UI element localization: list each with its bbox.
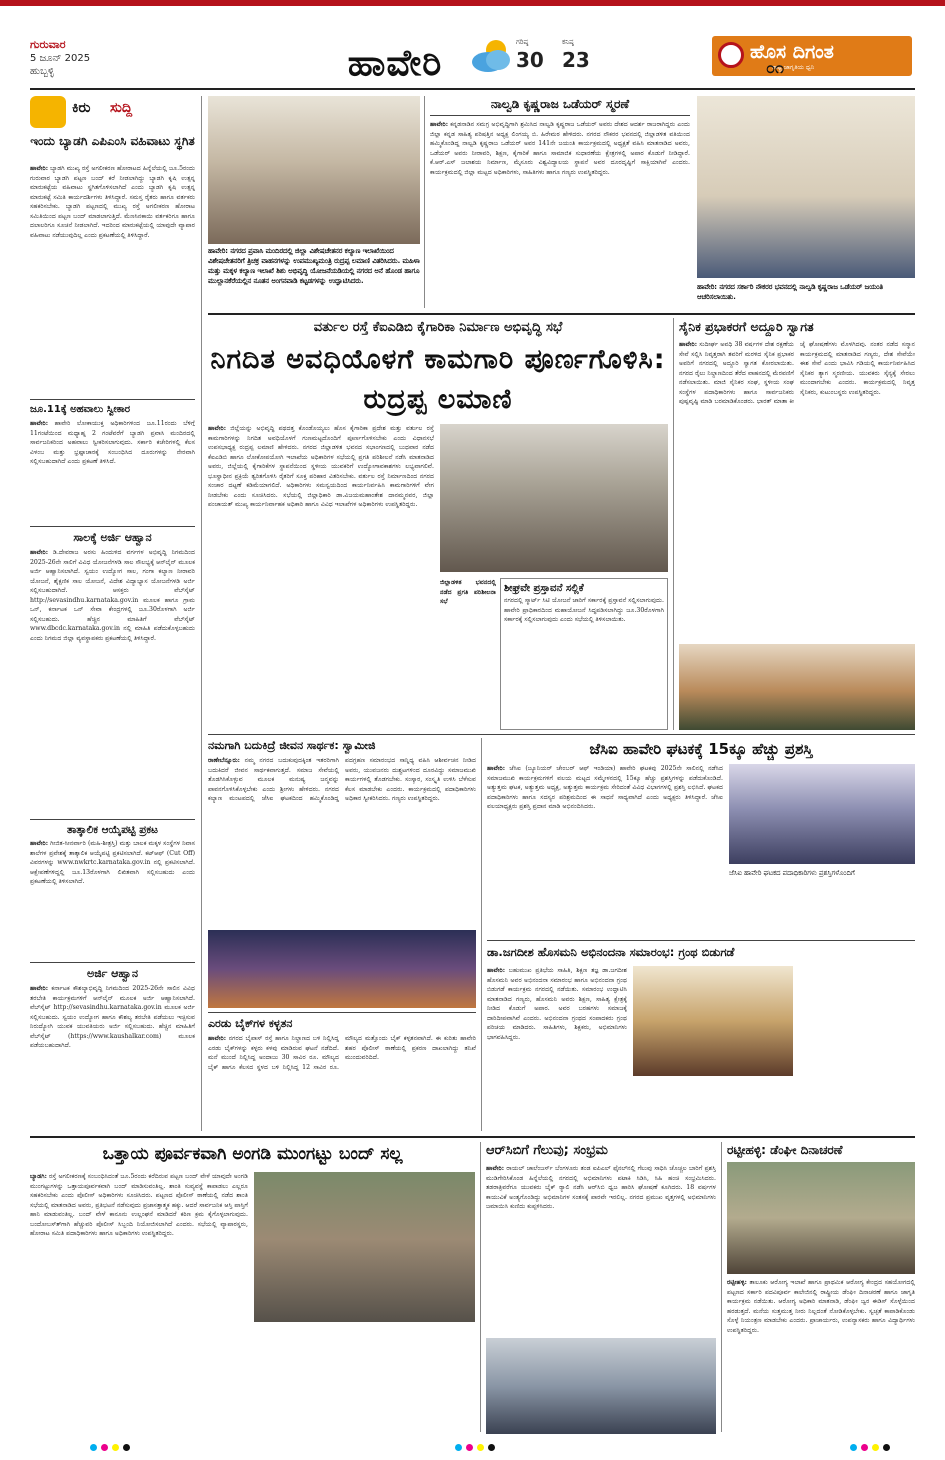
article-headline: ಆರ್‌ಸಿಬಿಗೆ ಗೆಲುವು; ಸಂಭ್ರಮ bbox=[486, 1143, 608, 1158]
brief-divider bbox=[30, 526, 195, 527]
article-headline: ರಟ್ಟೀಹಳ್ಳಿ: ಡೆಂಘೀ ದಿನಾಚರಣೆ bbox=[727, 1143, 843, 1157]
swamiji-article bbox=[208, 738, 476, 1008]
photo-jci-awards bbox=[729, 764, 915, 864]
sidebox-title: ಶೀಘ್ರವೇ ಪ್ರಸ್ತಾವನೆ ಸಲ್ಲಿಕೆ bbox=[504, 583, 584, 594]
article-dateline: ರಟ್ಟೀಹಳ್ಳಿ: bbox=[727, 1279, 747, 1286]
photo-placeholder bbox=[679, 644, 915, 730]
badagi-article bbox=[30, 1142, 475, 1440]
dot-magenta bbox=[466, 1444, 473, 1451]
article-headline: ಎರಡು ಬೈಕ್‍ಗಳ ಕಳ್ಳತನ bbox=[208, 1017, 293, 1030]
article-dateline: ಹಾವೇರಿ: bbox=[208, 1035, 227, 1042]
lead-body bbox=[208, 424, 434, 730]
sidebox-body: ನಗರದಲ್ಲಿ ಸ್ಮಾರ್ಟ್ ಸಿಟಿ ಯೋಜನೆ ಜಾರಿಗೆ ಸರ್ಕಾರಕ್ಕೆ ಪ್ರಸ್ತಾವನೆ ಸಲ್ಲಿಸಲಾಗುವುದು. ಹಾವೇರಿ ಪ್ರಾಧಿಕಾರದಿಂದ ಮಹಾಯೋಜನೆ ಸಿದ್ಧಪಡಿಸಲಾಗಿದ್ದು ಜೂ.30ರೊಳಗಾಗಿ ಸರ್ಕಾರಕ್ಕೆ ಸಲ್ಲಿಸಲಾಗುವುದು ಎಂದು ಸಭೆಯಲ್ಲಿ ತಿಳಿಸಲಾಯಿತು. bbox=[504, 597, 664, 623]
article-body bbox=[487, 966, 627, 1131]
article-text: ಸುದೀರ್ಘ ಅವಧಿ 38 ವರ್ಷಗಳ ದೇಶ ರಕ್ಷಣೆಯ ಸೇವೆ ಸಲ್ಲಿಸಿ ನಿವೃತ್ತರಾಗಿ ತವರಿಗೆ ಮರಳಿದ ಸೈನಿಕ ಪ್ರಭಾಕರ ಅವರಿಗೆ ನಗರದಲ್ಲಿ ಅದ್ದೂರಿ ಸ್ವಾಗತ ಕೋರಲಾಯಿತು. ನಗರದ ರೈಲು ನಿಲ್ದಾಣದಿಂದ ತೆರೆದ ವಾಹನದಲ್ಲಿ ಮೆರವಣಿಗೆ ನಡೆಸಲಾಯಿತು. ಮಾಜಿ ಸೈನಿಕರ ಸಂಘ, ಸ್ಥಳೀಯ ಸಂಘ ಸಂಸ್ಥೆಗಳ ಪದಾಧಿಕಾರಿಗಳು ಹಾಗೂ ಸಾರ್ವಜನಿಕರು ಪುಷ್ಪವೃಷ್ಟಿ ಮಾಡಿ ಬರಮಾಡಿಕೊಂಡರು. ಭಾರತ್ ಮಾತಾ ಕೀ ಜೈ ಘೋಷಣೆಗಳು ಮೊಳಗಿದವು. ನಂತರ ನಡೆದ ಸನ್ಮಾನ ಕಾರ್ಯಕ್ರಮದಲ್ಲಿ ಮಾತನಾಡಿದ ಗಣ್ಯರು, ದೇಶ ಸೇವೆಯೇ ಈಶ ಸೇವೆ ಎಂದು ಭಾವಿಸಿ ಗಡಿಯಲ್ಲಿ ಕಾರ್ಯನಿರ್ವಹಿಸಿದ ಸೈನಿಕರ ತ್ಯಾಗ ಸ್ಮರಣೀಯ. ಯುವಕರು ಸೈನ್ಯಕ್ಕೆ ಸೇರಲು ಮುಂದಾಗಬೇಕು ಎಂದರು. ಕಾರ್ಯಕ್ರಮದಲ್ಲಿ ನಿವೃತ್ತ ಸೈನಿಕರು, ಕುಟುಂಬಸ್ಥರು ಉಪಸ್ಥಿತರಿದ್ದರು. bbox=[679, 341, 915, 405]
photo-placeholder bbox=[254, 1172, 475, 1322]
lead-dateline: ಹಾವೇರಿ: bbox=[208, 425, 227, 432]
brief-text: ಹಾವೇರಿ ಲೋಕಾಯುಕ್ತ ಅಧಿಕಾರಿಗಳಿಂದ ಜೂ.11ರಂದು ಬೆಳಿಗ್ಗೆ 11ಗಂಟೆಯಿಂದ ಮಧ್ಯಾಹ್ನ 2 ಗಂಟೆವರೆಗೆ ಬ್ಯಾಡಗಿ ಪ್ರವಾಸಿ ಮಂದಿರದಲ್ಲಿ ಸಾರ್ವಜನಿಕರಿಂದ ಅಹವಾಲು ಸ್ವೀಕರಿಸಲಾಗುವುದು. ಸರ್ಕಾರಿ ಕಚೇರಿಗಳಲ್ಲಿ ಕೆಲಸ ವಿಳಂಬ ಮತ್ತು ಭ್ರಷ್ಟಾಚಾರಕ್ಕೆ ಸಂಬಂಧಿಸಿದ ದೂರುಗಳನ್ನು ನೇರವಾಗಿ ಸಲ್ಲಿಸಬಹುದಾಗಿದೆ ಎಂದು ಪ್ರಕಟಣೆ ತಿಳಿಸಿದೆ. bbox=[30, 420, 195, 465]
dot-cyan bbox=[90, 1444, 97, 1451]
section-rule bbox=[487, 940, 915, 941]
dot-black bbox=[123, 1444, 130, 1451]
jagadish-article bbox=[487, 944, 915, 1131]
article-dateline: ಬ್ಯಾಡಗಿ: bbox=[30, 1173, 47, 1180]
article-text: ಬಹುಮುಖ ಪ್ರತಿಭೆಯ ಸಾಹಿತಿ, ಶಿಕ್ಷಣ ತಜ್ಞ ಡಾ.ಜಗದೀಶ ಹೊಸಮನಿ ಅವರ ಅಭಿನಂದನಾ ಸಮಾರಂಭ ಹಾಗೂ ಅಭಿನಂದನಾ ಗ್ರಂಥ ಬಿಡುಗಡೆ ಕಾರ್ಯಕ್ರಮ ನಗರದಲ್ಲಿ ನಡೆಯಿತು. ಸಮಾರಂಭ ಉದ್ಘಾಟಿಸಿ ಮಾತನಾಡಿದ ಗಣ್ಯರು, ಹೊಸಮನಿ ಅವರು ಶಿಕ್ಷಣ, ಸಾಹಿತ್ಯ ಕ್ಷೇತ್ರಕ್ಕೆ ನೀಡಿದ ಕೊಡುಗೆ ಅಪಾರ. ಅವರ ಬರಹಗಳು ಸಮಾಜಕ್ಕೆ ದಾರಿದೀಪವಾಗಿವೆ ಎಂದರು. ಅಭಿನಂದನಾ ಗ್ರಂಥದ ಸಂಪಾದಕರು ಗ್ರಂಥ ಪರಿಚಯ ಮಾಡಿದರು. ಸಾಹಿತಿಗಳು, ಶಿಕ್ಷಕರು, ಅಭಿಮಾನಿಗಳು ಭಾಗವಹಿಸಿದ್ದರು. bbox=[487, 967, 627, 1041]
brief-item bbox=[30, 530, 195, 816]
lead-sidebox bbox=[500, 578, 668, 730]
paper-logo bbox=[712, 36, 912, 76]
article-body bbox=[679, 340, 915, 640]
section-rule bbox=[208, 734, 915, 735]
article-text: ತಾಲೂಕು ಆರೋಗ್ಯ ಇಲಾಖೆ ಹಾಗೂ ಪ್ರಾಥಮಿಕ ಆರೋಗ್ಯ ಕೇಂದ್ರದ ಸಹಯೋಗದಲ್ಲಿ ಪಟ್ಟಣದ ಸರ್ಕಾರಿ ಪದವಿಪೂರ್ವ ಕಾಲೇಜಿನಲ್ಲಿ ರಾಷ್ಟ್ರೀಯ ಡೆಂಘೀ ದಿನಾಚರಣೆ ಹಾಗೂ ಜಾಗೃತಿ ಕಾರ್ಯಕ್ರಮ ನಡೆಯಿತು. ಆರೋಗ್ಯ ಅಧಿಕಾರಿ ಮಾತನಾಡಿ, ಡೆಂಘೀ ಜ್ವರ ಈಡಿಸ್ ಸೊಳ್ಳೆಯಿಂದ ಹರಡುತ್ತದೆ. ಮನೆಯ ಸುತ್ತಮುತ್ತ ನೀರು ನಿಲ್ಲದಂತೆ ನೋಡಿಕೊಳ್ಳಬೇಕು. ಸ್ವಚ್ಛತೆ ಕಾಪಾಡಿಕೊಂಡು ಸೊಳ್ಳೆ ನಿಯಂತ್ರಣ ಮಾಡಬೇಕು ಎಂದರು. ಪ್ರಾಚಾರ್ಯರು, ಉಪನ್ಯಾಸಕರು ಹಾಗೂ ವಿದ್ಯಾರ್ಥಿಗಳು ಉಪಸ್ಥಿತರಿದ್ದರು. bbox=[727, 1279, 915, 1334]
article-headline: ಒತ್ತಾಯ ಪೂರ್ವಕವಾಗಿ ಅಂಗಡಿ ಮುಂಗಟ್ಟು ಬಂದ್ ಸಲ್ಲ bbox=[102, 1144, 403, 1164]
lead-headline: ನಿಗದಿತ ಅವಧಿಯೊಳಗೆ ಕಾಮಗಾರಿ ಪೂರ್ಣಗೊಳಿಸಿ: ರುದ್ರಪ್ಪ ಲಮಾಣಿ bbox=[210, 344, 666, 415]
brief-body bbox=[30, 839, 195, 959]
masthead-bottom-rule bbox=[30, 88, 915, 90]
kirusuddi-label-b: ಸುದ್ದಿ bbox=[110, 100, 133, 116]
weather-max-label: ಗರಿಷ್ಠ bbox=[516, 38, 529, 46]
article-dateline: ಹಾವೇರಿ: bbox=[430, 121, 449, 128]
article-body bbox=[486, 1164, 716, 1334]
photo-placeholder bbox=[208, 930, 476, 1008]
photo-police-meeting bbox=[254, 1172, 475, 1322]
article-dateline: ಹಾವೇರಿ: bbox=[679, 341, 698, 348]
brief-body bbox=[30, 984, 195, 1131]
article-body bbox=[727, 1278, 915, 1434]
section-rule bbox=[208, 1012, 476, 1013]
section-rule bbox=[208, 313, 915, 315]
lead-photo-caption: ಜಿಲ್ಲಾಡಳಿತ ಭವನದಲ್ಲಿ ನಡೆದ ಪ್ರಗತಿ ಪರಿಶೀಲನಾ ಸಭೆ bbox=[440, 579, 496, 605]
column-divider bbox=[424, 96, 425, 308]
dot-magenta bbox=[861, 1444, 868, 1451]
masthead-red-stripe bbox=[0, 0, 945, 6]
article-body bbox=[208, 1034, 476, 1130]
brief-headline: ತಾತ್ಕಾಲಿಕ ಆಯ್ಕೆಪಟ್ಟಿ ಪ್ರಕಟ bbox=[67, 824, 158, 836]
lead-text: ಜಿಲ್ಲೆಯನ್ನು ಅಭಿವೃದ್ಧಿ ಪಥದತ್ತ ಕೊಂಡೊಯ್ಯಲು ಹೊಸ ಕೈಗಾರಿಕಾ ಪ್ರದೇಶ ಮತ್ತು ವರ್ತುಲ ರಸ್ತೆ ಕಾಮಗಾರಿಗಳನ್ನು ನಿಗದಿತ ಅವಧಿಯೊಳಗೆ ಗುಣಮಟ್ಟದೊಂದಿಗೆ ಪೂರ್ಣಗೊಳಿಸಬೇಕು ಎಂದು ವಿಧಾನಸಭೆ ಉಪಸಭಾಧ್ಯಕ್ಷ ರುದ್ರಪ್ಪ ಲಮಾಣಿ ಹೇಳಿದರು. ನಗರದ ಜಿಲ್ಲಾಡಳಿತ ಭವನದ ಸಭಾಂಗಣದಲ್ಲಿ ಬುಧವಾರ ನಡೆದ ಕೆಐಎಡಿಬಿ ಹಾಗೂ ಲೋಕೋಪಯೋಗಿ ಇಲಾಖೆಯ ಅಧಿಕಾರಿಗಳ ಸಭೆಯಲ್ಲಿ ಪ್ರಗತಿ ಪರಿಶೀಲನೆ ನಡೆಸಿ ಮಾತನಾಡಿದ ಅವರು, ಜಿಲ್ಲೆಯಲ್ಲಿ ಕೈಗಾರಿಕೆಗಳ ಸ್ಥಾಪನೆಯಿಂದ ಸ್ಥಳೀಯ ಯುವಕರಿಗೆ ಉದ್ಯೋಗಾವಕಾಶಗಳು ಲಭ್ಯವಾಗಲಿವೆ. ಭೂಸ್ವಾಧೀನ ಪ್ರಕ್ರಿಯೆ ತ್ವರಿತಗೊಳಿಸಿ ರೈತರಿಗೆ ಸೂಕ್ತ ಪರಿಹಾರ ವಿತರಿಸಬೇಕು. ವರ್ತುಲ ರಸ್ತೆ ನಿರ್ಮಾಣದಿಂದ ನಗರದ ಸಂಚಾರ ದಟ್ಟಣೆ ಕಡಿಮೆಯಾಗಲಿದೆ. ಅಧಿಕಾರಿಗಳು ಸಮನ್ವಯದಿಂದ ಕಾರ್ಯನಿರ್ವಹಿಸಿ ಕಾಮಗಾರಿಗಳಿಗೆ ವೇಗ ನೀಡಬೇಕು ಎಂದು ಸೂಚಿಸಿದರು. ಸಭೆಯಲ್ಲಿ ಜಿಲ್ಲಾಧಿಕಾರಿ ಡಾ.ವಿಜಯಮಹಾಂತೇಶ ದಾನಮ್ಮನವರ, ಜಿಲ್ಲಾ ಪಂಚಾಯತ್ ಮುಖ್ಯ ಕಾರ್ಯನಿರ್ವಾಹಕ ಅಧಿಕಾರಿ ಹಾಗೂ ವಿವಿಧ ಇಲಾಖೆಗಳ ಅಧಿಕಾರಿಗಳು ಉಪಸ್ಥಿತರಿದ್ದರು. bbox=[208, 425, 434, 508]
photo-dengue-day bbox=[727, 1162, 915, 1274]
brief-dateline: ಹಾವೇರಿ: bbox=[30, 840, 49, 847]
brief-body bbox=[30, 164, 195, 396]
masthead-edition: ಹುಬ್ಬಳ್ಳಿ bbox=[30, 66, 55, 77]
rcb-article bbox=[486, 1142, 716, 1440]
paper-name: ಹೊಸ ದಿಗಂತ bbox=[750, 41, 834, 63]
brief-text: ಕರ್ನಾಟಕ ಕೌಶಲ್ಯಾಭಿವೃದ್ಧಿ ನಿಗಮದಿಂದ 2025-26ನೇ ಸಾಲಿನ ವಿವಿಧ ತರಬೇತಿ ಕಾರ್ಯಕ್ರಮಗಳಿಗೆ ಆನ್‍ಲೈನ್ ಮೂಲಕ ಅರ್ಜಿ ಆಹ್ವಾನಿಸಲಾಗಿದೆ. ವೆಬ್‍ಸೈಟ್ http://sevasindhu.karnataka.gov.in ಮೂಲಕ ಅರ್ಜಿ ಸಲ್ಲಿಸಬಹುದು. ಸ್ವಯಂ ಉದ್ಯೋಗ ಹಾಗೂ ಕೌಶಲ್ಯ ತರಬೇತಿ ಪಡೆಯಲು ಇಚ್ಛಿಸುವ ನಿರುದ್ಯೋಗಿ ಯುವಕ ಯುವತಿಯರು ಅರ್ಜಿ ಸಲ್ಲಿಸಬಹುದು. ಹೆಚ್ಚಿನ ಮಾಹಿತಿಗೆ ವೆಬ್‍ಸೈಟ್ (https://www.kaushalkar.com) ಮೂಲಕ ಪಡೆಯಬಹುದಾಗಿದೆ. bbox=[30, 985, 195, 1049]
article-headline: ನಮಗಾಗಿ ಬದುಕಿದ್ರೆ ಜೀವನ ಸಾರ್ಥಕ: ಸ್ವಾಮೀಜಿ bbox=[208, 739, 376, 752]
column-divider bbox=[201, 96, 202, 1131]
brief-headline: ಜೂ.11ಕ್ಕೆ ಅಹವಾಲು ಸ್ವೀಕಾರ bbox=[30, 404, 131, 415]
photo-caption: ಹಾವೇರಿ: ನಗರದ ಸರ್ಕಾರಿ ನೌಕರರ ಭವನದಲ್ಲಿ ನಾಲ್ವಡಿ ಕೃಷ್ಣರಾಜ ಒಡೆಯರ್ ಜಯಂತಿ ಆಚರಿಸಲಾಯಿತು. bbox=[697, 283, 883, 301]
article-headline: ಜೆಸಿಐ ಹಾವೇರಿ ಘಟಕಕ್ಕೆ 15ಕ್ಕೂ ಹೆಚ್ಚು ಪ್ರಶಸ್ತಿ bbox=[589, 740, 813, 758]
brief-divider bbox=[30, 399, 195, 400]
dot-yellow bbox=[477, 1444, 484, 1451]
brief-text: ಡಿ.ದೇವರಾಜ ಅರಸು ಹಿಂದುಳಿದ ವರ್ಗಗಳ ಅಭಿವೃದ್ಧಿ ನಿಗಮದಿಂದ 2025-26ನೇ ಸಾಲಿಗೆ ವಿವಿಧ ಯೋಜನೆಗಳಡಿ ಸಾಲ ಸೌಲಭ್ಯಕ್ಕೆ ಆನ್‍ಲೈನ್ ಮೂಲಕ ಅರ್ಜಿ ಆಹ್ವಾನಿಸಲಾಗಿದೆ. ಸ್ವಯಂ ಉದ್ಯೋಗ ಸಾಲ, ಗಂಗಾ ಕಲ್ಯಾಣ ನೀರಾವರಿ ಯೋಜನೆ, ಶೈಕ್ಷಣಿಕ ಸಾಲ ಯೋಜನೆ, ವಿದೇಶ ವಿದ್ಯಾಭ್ಯಾಸ ಯೋಜನೆಗಳಡಿ ಅರ್ಜಿ ಸಲ್ಲಿಸಬಹುದಾಗಿದೆ. ಆಸಕ್ತರು ವೆಬ್‍ಸೈಟ್ http://sevasindhu.karnataka.gov.in ಮೂಲಕ ಹಾಗೂ ಗ್ರಾಮ ಒನ್, ಕರ್ನಾಟಕ ಒನ್ ಸೇವಾ ಕೇಂದ್ರಗಳಲ್ಲಿ ಜೂ.30ರೊಳಗಾಗಿ ಅರ್ಜಿ ಸಲ್ಲಿಸಬಹುದು. ಹೆಚ್ಚಿನ ಮಾಹಿತಿಗೆ ವೆಬ್‍ಸೈಟ್ www.dbcdc.karnataka.gov.in ನಲ್ಲಿ ಮಾಹಿತಿ ಪಡೆದುಕೊಳ್ಳಬಹುದು ಎಂದು ನಿಗಮದ ಜಿಲ್ಲಾ ವ್ಯವಸ್ಥಾಪಕರು ಪ್ರಕಟಣೆಯಲ್ಲಿ ತಿಳಿಸಿದ್ದಾರೆ. bbox=[30, 549, 195, 642]
jci-article bbox=[487, 738, 915, 936]
nalwadi-article bbox=[430, 96, 690, 308]
dengue-article bbox=[727, 1142, 915, 1440]
photo-placeholder bbox=[727, 1162, 915, 1274]
brief-item bbox=[30, 403, 195, 523]
brief-dateline: ಹಾವೇರಿ: bbox=[30, 985, 49, 992]
brief-dateline: ಹಾವೇರಿ: bbox=[30, 165, 49, 172]
brief-item bbox=[30, 134, 195, 396]
brief-body bbox=[30, 419, 195, 523]
weather-min-label: ಕನಿಷ್ಠ bbox=[562, 38, 574, 46]
photo-placeholder bbox=[697, 96, 915, 278]
dot-black bbox=[883, 1444, 890, 1451]
brief-divider bbox=[30, 962, 195, 963]
weather-max-value: 30 bbox=[516, 48, 544, 72]
dot-cyan bbox=[455, 1444, 462, 1451]
photo-placeholder bbox=[486, 1338, 716, 1434]
paper-tagline: ರಾಷ್ಟ್ರ ಜಾಗೃತಿಯ ಧ್ವನಿ bbox=[772, 64, 815, 71]
article-body bbox=[430, 120, 690, 306]
print-registration-dots bbox=[455, 1444, 515, 1452]
photo-placeholder bbox=[633, 966, 793, 1076]
masthead-day: ಗುರುವಾರ bbox=[30, 38, 66, 51]
masthead-date-block bbox=[30, 38, 180, 88]
column-divider bbox=[480, 1142, 481, 1432]
photo-jci-event bbox=[208, 930, 476, 1008]
brief-text: ಬ್ಯಾಡಗಿ ಮುಖ್ಯ ರಸ್ತೆ ಅಗಲೀಕರಣ ಹೋರಾಟದ ಹಿನ್ನೆಲೆಯಲ್ಲಿ ಜೂ.5ರಂದು ಗುರುವಾರ ಬ್ಯಾಡಗಿ ಪಟ್ಟಣ ಬಂದ್ ಕರೆ ನೀಡಲಾಗಿದ್ದು ಬ್ಯಾಡಗಿ ಕೃಷಿ ಉತ್ಪನ್ನ ಮಾರುಕಟ್ಟೆಯ ವಹಿವಾಟು ಸ್ಥಗಿತಗೊಳಿಸಲಾಗಿದೆ ಎಂದು ಬ್ಯಾಡಗಿ ಕೃಷಿ ಉತ್ಪನ್ನ ಮಾರುಕಟ್ಟೆ ಸಮಿತಿ ಕಾರ್ಯದರ್ಶಿಗಳು ತಿಳಿಸಿದ್ದಾರೆ. ಸಮಸ್ತ ರೈತರು ಹಾಗೂ ವರ್ತಕರು ಸಹಕರಿಸಬೇಕು. ಬ್ಯಾಡಗಿ ಪಟ್ಟಣದಲ್ಲಿ ಮುಖ್ಯ ರಸ್ತೆ ಅಗಲೀಕರಣ ಹೋರಾಟ ಸಮಿತಿಯಿಂದ ಪಟ್ಟಣ ಬಂದ್ ಮಾಡಲಾಗುತ್ತಿದೆ. ಮೆಣಸಿನಕಾಯಿ ವರ್ತಕರಿಗೂ ಹಾಗೂ ದಲಾಲರಿಗೂ ಸೂಚನೆ ನೀಡಲಾಗಿದೆ. ಇದರಿಂದ ಮಾರುಕಟ್ಟೆಯಲ್ಲಿ ಯಾವುದೇ ವ್ಯಾಪಾರ ವಹಿವಾಟು ನಡೆಯುವುದಿಲ್ಲ ಎಂದು ಪ್ರಕಟಣೆಯಲ್ಲಿ ತಿಳಿಸಿದ್ದಾರೆ. bbox=[30, 165, 195, 239]
photo-wheelchair-distribution bbox=[208, 96, 420, 244]
brief-text: ಗೀಜಿತ-ಸೀನರ್ವಾರಿ (ಮಹಿ-ಶೀತ್ರಸ್ತಿ) ಮತ್ತು ಬಾಲಕ ಮಕ್ಕಳ ಸಂಸ್ಥೆಗಳ ನಿವಾಸ ಶಾಲೆಗಳ ಪ್ರವೇಶಕ್ಕೆ ತಾತ್ಕಾಲಿಕ ಆಯ್ಕೆಪಟ್ಟಿ ಪ್ರಕಟಿಸಲಾಗಿದೆ. ಕಟ್‍ಆಫ್ (Cut Off) ವಿವರಗಳನ್ನು www.nwkrtc.karnataka.gov.in ನಲ್ಲಿ ಪ್ರಕಟಿಸಲಾಗಿದೆ. ಆಕ್ಷೇಪಣೆಗಳಿದ್ದಲ್ಲಿ ಜೂ.13ರೊಳಗಾಗಿ ಲಿಖಿತವಾಗಿ ಸಲ್ಲಿಸಬಹುದು ಎಂದು ಪ್ರಕಟಣೆಯಲ್ಲಿ ತಿಳಿಸಲಾಗಿದೆ. bbox=[30, 840, 195, 885]
article-dateline: ಹಾವೇರಿ: bbox=[486, 1165, 505, 1172]
photo-placeholder bbox=[729, 764, 915, 864]
brief-item bbox=[30, 966, 195, 1131]
masthead-date: 5 ಜೂನ್ 2025 bbox=[30, 53, 91, 64]
dot-cyan bbox=[850, 1444, 857, 1451]
article-body bbox=[208, 756, 476, 932]
lead-article bbox=[208, 318, 668, 730]
column-divider bbox=[721, 1142, 722, 1432]
brief-item bbox=[30, 823, 195, 959]
photo-caption: ಹಾವೇರಿ: ನಗರದ ಪ್ರವಾಸಿ ಮಂದಿರದಲ್ಲಿ ಜಿಲ್ಲಾ ವಿಶೇಷಚೇತನರ ಕಲ್ಯಾಣ ಇಲಾಖೆಯಿಂದ ವಿಶೇಷಚೇತನರಿಗೆ ತ್ರಿಚಕ್ರ ವಾಹನಗಳನ್ನು ಉಪಮುಖ್ಯಮಂತ್ರಿ ರುದ್ರಪ್ಪ ಲಮಾಣಿ ವಿತರಿಸಿದರು. ಮಹಿಳಾ ಮತ್ತು ಮಕ್ಕಳ ಕಲ್ಯಾಣ ಇಲಾಖೆ ಶಿಶು ಅಭಿವೃದ್ಧಿ ಯೋಜನೆಯಡಿಯಲ್ಲಿ ನಗರದ ಅನೆ ಹೊಂಡ ಹಾಗೂ ಮುಲ್ಲಾನಕೆರೆಯಲ್ಲಿನ ನೂತನ ಅಂಗನವಾಡಿ ಕಟ್ಟಡಗಳನ್ನು ಉದ್ಘಾಟಿಸಿದರು. bbox=[208, 247, 420, 285]
article-text: ಕನ್ನಡನಾಡಿನ ಸಮಗ್ರ ಅಭಿವೃದ್ಧಿಗಾಗಿ ಶ್ರಮಿಸಿದ ನಾಲ್ವಡಿ ಕೃಷ್ಣರಾಜ ಒಡೆಯರ್ ಅವರು ದೇಶದ ಆದರ್ಶ ರಾಜರಾಗಿದ್ದರು ಎಂದು ಜಿಲ್ಲಾ ಕನ್ನಡ ಸಾಹಿತ್ಯ ಪರಿಷತ್ತಿನ ಅಧ್ಯಕ್ಷ ಲಿಂಗಯ್ಯ ಬಿ. ಹಿರೇಮಠ ಹೇಳಿದರು. ನಗರದ ನೌಕರರ ಭವನದಲ್ಲಿ ಜಿಲ್ಲಾಡಳಿತ ವತಿಯಿಂದ ಹಮ್ಮಿಕೊಂಡಿದ್ದ ನಾಲ್ವಡಿ ಕೃಷ್ಣರಾಜ ಒಡೆಯರ್ ಅವರ 141ನೇ ಜಯಂತಿ ಕಾರ್ಯಕ್ರಮದಲ್ಲಿ ಅಧ್ಯಕ್ಷತೆ ವಹಿಸಿ ಮಾತನಾಡಿದ ಅವರು, ಒಡೆಯರ್ ಅವರು ನೀರಾವರಿ, ಶಿಕ್ಷಣ, ಕೈಗಾರಿಕೆ ಹಾಗೂ ಸಾಮಾಜಿಕ ಸುಧಾರಣೆಯ ಕ್ಷೇತ್ರಗಳಲ್ಲಿ ಅಪಾರ ಕೊಡುಗೆ ನೀಡಿದ್ದಾರೆ. ಕೆ.ಆರ್.ಎಸ್ ಜಲಾಶಯ ನಿರ್ಮಾಣ, ಮೈಸೂರು ವಿಶ್ವವಿದ್ಯಾಲಯ ಸ್ಥಾಪನೆ ಅವರ ದೂರದೃಷ್ಟಿಗೆ ಸಾಕ್ಷಿಯಾಗಿವೆ ಎಂದರು. ಕಾರ್ಯಕ್ರಮದಲ್ಲಿ ಜಿಲ್ಲಾ ಮಟ್ಟದ ಅಧಿಕಾರಿಗಳು, ಸಾಹಿತಿಗಳು ಹಾಗೂ ಗಣ್ಯರು ಉಪಸ್ಥಿತರಿದ್ದರು. bbox=[430, 121, 690, 176]
article-body bbox=[487, 764, 723, 936]
article-headline: ಸೈನಿಕ ಪ್ರಭಾಕರಗೆ ಅದ್ದೂರಿ ಸ್ವಾಗತ bbox=[679, 319, 814, 334]
masthead bbox=[0, 0, 945, 90]
masthead-city-title: ಹಾವೇರಿ bbox=[347, 43, 443, 84]
article-text: ರಸ್ತೆ ಅಗಲೀಕರಣಕ್ಕೆ ಸಂಬಂಧಿಸಿದಂತೆ ಜೂ.5ರಂದು ಕರೆದಿರುವ ಪಟ್ಟಣ ಬಂದ್ ವೇಳೆ ಯಾವುದೇ ಅಂಗಡಿ ಮುಂಗಟ್ಟುಗಳನ್ನು ಒತ್ತಾಯಪೂರ್ವಕವಾಗಿ ಬಂದ್ ಮಾಡಿಸುವಂತಿಲ್ಲ. ಶಾಂತಿ ಸುವ್ಯವಸ್ಥೆ ಕಾಪಾಡಲು ಎಲ್ಲರೂ ಸಹಕರಿಸಬೇಕು ಎಂದು ಪೊಲೀಸ್ ಅಧಿಕಾರಿಗಳು ಸೂಚಿಸಿದರು. ಪಟ್ಟಣದ ಪೊಲೀಸ್ ಠಾಣೆಯಲ್ಲಿ ನಡೆದ ಶಾಂತಿ ಸಭೆಯಲ್ಲಿ ಮಾತನಾಡಿದ ಅವರು, ಪ್ರತಿಭಟನೆ ನಡೆಸುವುದು ಪ್ರಜಾಸತ್ತಾತ್ಮಕ ಹಕ್ಕು. ಆದರೆ ಸಾರ್ವಜನಿಕ ಆಸ್ತಿ ಪಾಸ್ತಿಗೆ ಹಾನಿ ಮಾಡುವಂತಿಲ್ಲ. ಬಂದ್ ವೇಳೆ ಕಾನೂನು ಉಲ್ಲಂಘನೆ ಮಾಡಿದರೆ ಕಠಿಣ ಕ್ರಮ ಕೈಗೊಳ್ಳಲಾಗುವುದು. ಬಂದೋಬಸ್ತ್‍ಗಾಗಿ ಹೆಚ್ಚುವರಿ ಪೊಲೀಸ್ ಸಿಬ್ಬಂದಿ ನಿಯೋಜಿಸಲಾಗಿದೆ ಎಂದರು. ಸಭೆಯಲ್ಲಿ ವ್ಯಾಪಾರಸ್ಥರು, ಹೋರಾಟ ಸಮಿತಿ ಪದಾಧಿಕಾರಿಗಳು ಹಾಗೂ ಅಧಿಕಾರಿಗಳು ಉಪಸ್ಥಿತರಿದ್ದರು. bbox=[30, 1173, 248, 1237]
bottom-band-top-rule bbox=[30, 1136, 915, 1138]
kirusuddi-label-a: ಕಿರು bbox=[72, 100, 91, 116]
photo-caption: ಜೆಸಿಐ ಹಾವೇರಿ ಘಟಕದ ಪದಾಧಿಕಾರಿಗಳು ಪ್ರಶಸ್ತಿಗಳೊಂದಿಗೆ bbox=[729, 869, 855, 877]
kirusuddi-header bbox=[30, 96, 195, 130]
bikes-article bbox=[208, 1016, 476, 1131]
brief-headline: ಇಂದು ಬ್ಯಾಡಗಿ ಎಪಿಎಂಸಿ ವಹಿವಾಟು ಸ್ಥಗಿತ bbox=[30, 134, 195, 148]
photo-soldier-welcome bbox=[679, 644, 915, 730]
brief-headline: ಅರ್ಜಿ ಆಹ್ವಾನ bbox=[86, 967, 139, 980]
brief-dateline: ಹಾವೇರಿ: bbox=[30, 420, 49, 427]
brief-headline: ಸಾಲಕ್ಕೆ ಅರ್ಜಿ ಆಹ್ವಾನ bbox=[73, 531, 152, 544]
logo-emblem-icon bbox=[718, 42, 744, 68]
photo-nalwadi-jayanti bbox=[697, 96, 915, 278]
photo-placeholder bbox=[208, 96, 420, 244]
photo-rcb-celebration bbox=[486, 1338, 716, 1434]
article-headline: ನಾಲ್ವಡಿ ಕೃಷ್ಣರಾಜ ಒಡೆಯರ್ ಸ್ಮರಣೆ bbox=[430, 96, 690, 116]
print-registration-dots bbox=[850, 1444, 910, 1452]
hand-pointer-icon bbox=[30, 96, 66, 128]
article-dateline: ಹಾವೇರಿ: bbox=[487, 967, 506, 974]
weather-sun-cloud-icon bbox=[470, 36, 514, 76]
column-divider bbox=[673, 318, 674, 730]
photo-placeholder bbox=[440, 424, 668, 572]
brief-dateline: ಹಾವೇರಿ: bbox=[30, 549, 49, 556]
dot-yellow bbox=[872, 1444, 879, 1451]
dot-magenta bbox=[101, 1444, 108, 1451]
brief-body bbox=[30, 548, 195, 816]
article-headline: ಡಾ.ಜಗದೀಶ ಹೊಸಮನಿ ಅಭಿನಂದನಾ ಸಮಾರಂಭ: ಗ್ರಂಥ ಬಿಡುಗಡೆ bbox=[487, 945, 735, 959]
dot-black bbox=[488, 1444, 495, 1451]
article-text: ಜೆಸಿಐ (ಜ್ಯೂನಿಯರ್ ಚೇಂಬರ್ ಆಫ್ ಇಂಡಿಯಾ) ಹಾವೇರಿ ಘಟಕವು 2025ನೇ ಸಾಲಿನಲ್ಲಿ ನಡೆಸಿದ ಸಮಾಜಮುಖಿ ಕಾರ್ಯಕ್ರಮಗಳಿಗೆ ವಲಯ ಮಟ್ಟದ ಸಮ್ಮೇಳನದಲ್ಲಿ 15ಕ್ಕೂ ಹೆಚ್ಚು ಪ್ರಶಸ್ತಿಗಳನ್ನು ಪಡೆದುಕೊಂಡಿದೆ. ಅತ್ಯುತ್ತಮ ಘಟಕ, ಅತ್ಯುತ್ತಮ ಅಧ್ಯಕ್ಷ, ಅತ್ಯುತ್ತಮ ಕಾರ್ಯಕ್ರಮ ಸೇರಿದಂತೆ ವಿವಿಧ ವಿಭಾಗಗಳಲ್ಲಿ ಪ್ರಶಸ್ತಿ ಲಭಿಸಿದೆ. ಘಟಕದ ಪದಾಧಿಕಾರಿಗಳು ಹಾಗೂ ಸದಸ್ಯರ ಪರಿಶ್ರಮದಿಂದ ಈ ಸಾಧನೆ ಸಾಧ್ಯವಾಗಿದೆ ಎಂದು ಅಧ್ಯಕ್ಷರು ತಿಳಿಸಿದ್ದಾರೆ. ಜೆಸಿಐ ವಲಯಾಧ್ಯಕ್ಷರು ಪ್ರಶಸ್ತಿ ಪ್ರದಾನ ಮಾಡಿ ಅಭಿನಂದಿಸಿದರು. bbox=[487, 765, 723, 810]
kirusuddi-column bbox=[30, 96, 195, 1131]
article-dateline: ಹಾವೇರಿ: bbox=[487, 765, 506, 772]
article-text: ನಗರದ ಬೈಪಾಸ್ ರಸ್ತೆ ಹಾಗೂ ನಿಲ್ದಾಣದ ಬಳಿ ನಿಲ್ಲಿಸಿದ್ದ ಎರಡು ಬೈಕ್‍ಗಳನ್ನು ಕಳ್ಳರು ಕಳವು ಮಾಡಿರುವ ಘಟನೆ ನಡೆದಿದೆ. ಮನೆ ಮುಂದೆ ನಿಲ್ಲಿಸಿದ್ದ ಅಂದಾಜು 30 ಸಾವಿರ ರೂ. ಮೌಲ್ಯದ ಬೈಕ್ ಹಾಗೂ ಕೆಲಸದ ಸ್ಥಳದ ಬಳಿ ನಿಲ್ಲಿಸಿದ್ದ 12 ಸಾವಿರ ರೂ. ಮೌಲ್ಯದ ಮತ್ತೊಂದು ಬೈಕ್ ಕಳ್ಳತನವಾಗಿದೆ. ಈ ಕುರಿತು ಹಾವೇರಿ ಶಹರ ಪೊಲೀಸ್ ಠಾಣೆಯಲ್ಲಿ ಪ್ರಕರಣ ದಾಖಲಾಗಿದ್ದು ತನಿಖೆ ಮುಂದುವರಿದಿದೆ. bbox=[208, 1035, 476, 1071]
weather-block bbox=[470, 36, 610, 86]
brief-divider bbox=[30, 819, 195, 820]
weather-min-value: 23 bbox=[562, 48, 590, 72]
page-number: ೦೧ bbox=[766, 58, 784, 77]
article-dateline: ರಾಣೇಬೆನ್ನೂರು: bbox=[208, 757, 240, 764]
article-body bbox=[30, 1172, 248, 1440]
print-registration-dots bbox=[90, 1444, 150, 1452]
soldier-article bbox=[679, 318, 915, 730]
dot-yellow bbox=[112, 1444, 119, 1451]
photo-book-release bbox=[633, 966, 793, 1076]
article-text: ರಾಯಲ್ ಚಾಲೆಂಜರ್ಸ್ ಬೆಂಗಳೂರು ತಂಡ ಐಪಿಎಲ್ ಫೈನಲ್‍ನಲ್ಲಿ ಗೆಲುವು ಸಾಧಿಸಿ ಚೊಚ್ಚಲ ಬಾರಿಗೆ ಪ್ರಶಸ್ತಿ ಮುಡಿಗೇರಿಸಿಕೊಂಡ ಹಿನ್ನೆಲೆಯಲ್ಲಿ ನಗರದಲ್ಲಿ ಅಭಿಮಾನಿಗಳು ಪಟಾಕಿ ಸಿಡಿಸಿ, ಸಿಹಿ ಹಂಚಿ ಸಂಭ್ರಮಿಸಿದರು. ತಡರಾತ್ರಿವರೆಗೂ ಯುವಕರು ಬೈಕ್ ರ್‍ಯಾಲಿ ನಡೆಸಿ ಆರ್‌ಸಿಬಿ ಧ್ವಜ ಹಾರಿಸಿ ಘೋಷಣೆ ಕೂಗಿದರು. 18 ವರ್ಷಗಳ ಕಾಯುವಿಕೆ ಅಂತ್ಯಗೊಂಡಿದ್ದು ಅಭಿಮಾನಿಗಳ ಸಂತಸಕ್ಕೆ ಪಾರವೇ ಇರಲಿಲ್ಲ. ನಗರದ ಪ್ರಮುಖ ವೃತ್ತಗಳಲ್ಲಿ ಅಭಿಮಾನಿಗಳು ಜಮಾಯಿಸಿ ಕುಣಿದು ಕುಪ್ಪಳಿಸಿದರು. bbox=[486, 1165, 716, 1210]
photo-meeting bbox=[440, 424, 668, 572]
lead-kicker: ವರ್ತುಲ ರಸ್ತೆ ಕೆಐಎಡಿಬಿ ಕೈಗಾರಿಕಾ ನಿರ್ಮಾಣ ಅಭಿವೃದ್ಧಿ ಸಭೆ bbox=[313, 320, 563, 335]
column-divider bbox=[481, 738, 482, 1131]
lead-continued bbox=[440, 578, 496, 730]
article-text: ನಮ್ಮ ನಗರದ ಬದುಕುವುದಕ್ಕಿಂತ ಇತರರಿಗಾಗಿ ಬದುಕಿದರೆ ಜೀವನ ಸಾರ್ಥಕವಾಗುತ್ತದೆ. ಸಮಾಜ ಸೇವೆಯಲ್ಲಿ ತೊಡಗಿಸಿಕೊಳ್ಳುವ ಮೂಲಕ ಮನುಷ್ಯ ಜನ್ಮವನ್ನು ಪಾವನಗೊಳಿಸಿಕೊಳ್ಳಬೇಕು ಎಂದು ಶ್ರೀಗಳು ಹೇಳಿದರು. ನಗರದ ಕಲ್ಯಾಣ ಮಂಟಪದಲ್ಲಿ ಜೆಸಿಐ ಘಟಕದಿಂದ ಹಮ್ಮಿಕೊಂಡಿದ್ದ ಪದಗ್ರಹಣ ಸಮಾರಂಭದ ಸಾನ್ನಿಧ್ಯ ವಹಿಸಿ ಆಶೀರ್ವಚನ ನೀಡಿದ ಅವರು, ಯುವಜನರು ದುಶ್ಚಟಗಳಿಂದ ದೂರವಿದ್ದು ಸಮಾಜಮುಖಿ ಕಾರ್ಯಗಳಲ್ಲಿ ತೊಡಗಬೇಕು. ಸಂಸ್ಕಾರ, ಸಂಸ್ಕೃತಿ ಉಳಿಸಿ ಬೆಳೆಸುವ ಕೆಲಸ ಮಾಡಬೇಕು ಎಂದರು. ಕಾರ್ಯಕ್ರಮದಲ್ಲಿ ಪದಾಧಿಕಾರಿಗಳು ಅಧಿಕಾರ ಸ್ವೀಕರಿಸಿದರು. ಗಣ್ಯರು ಉಪಸ್ಥಿತರಿದ್ದರು. bbox=[208, 757, 476, 802]
